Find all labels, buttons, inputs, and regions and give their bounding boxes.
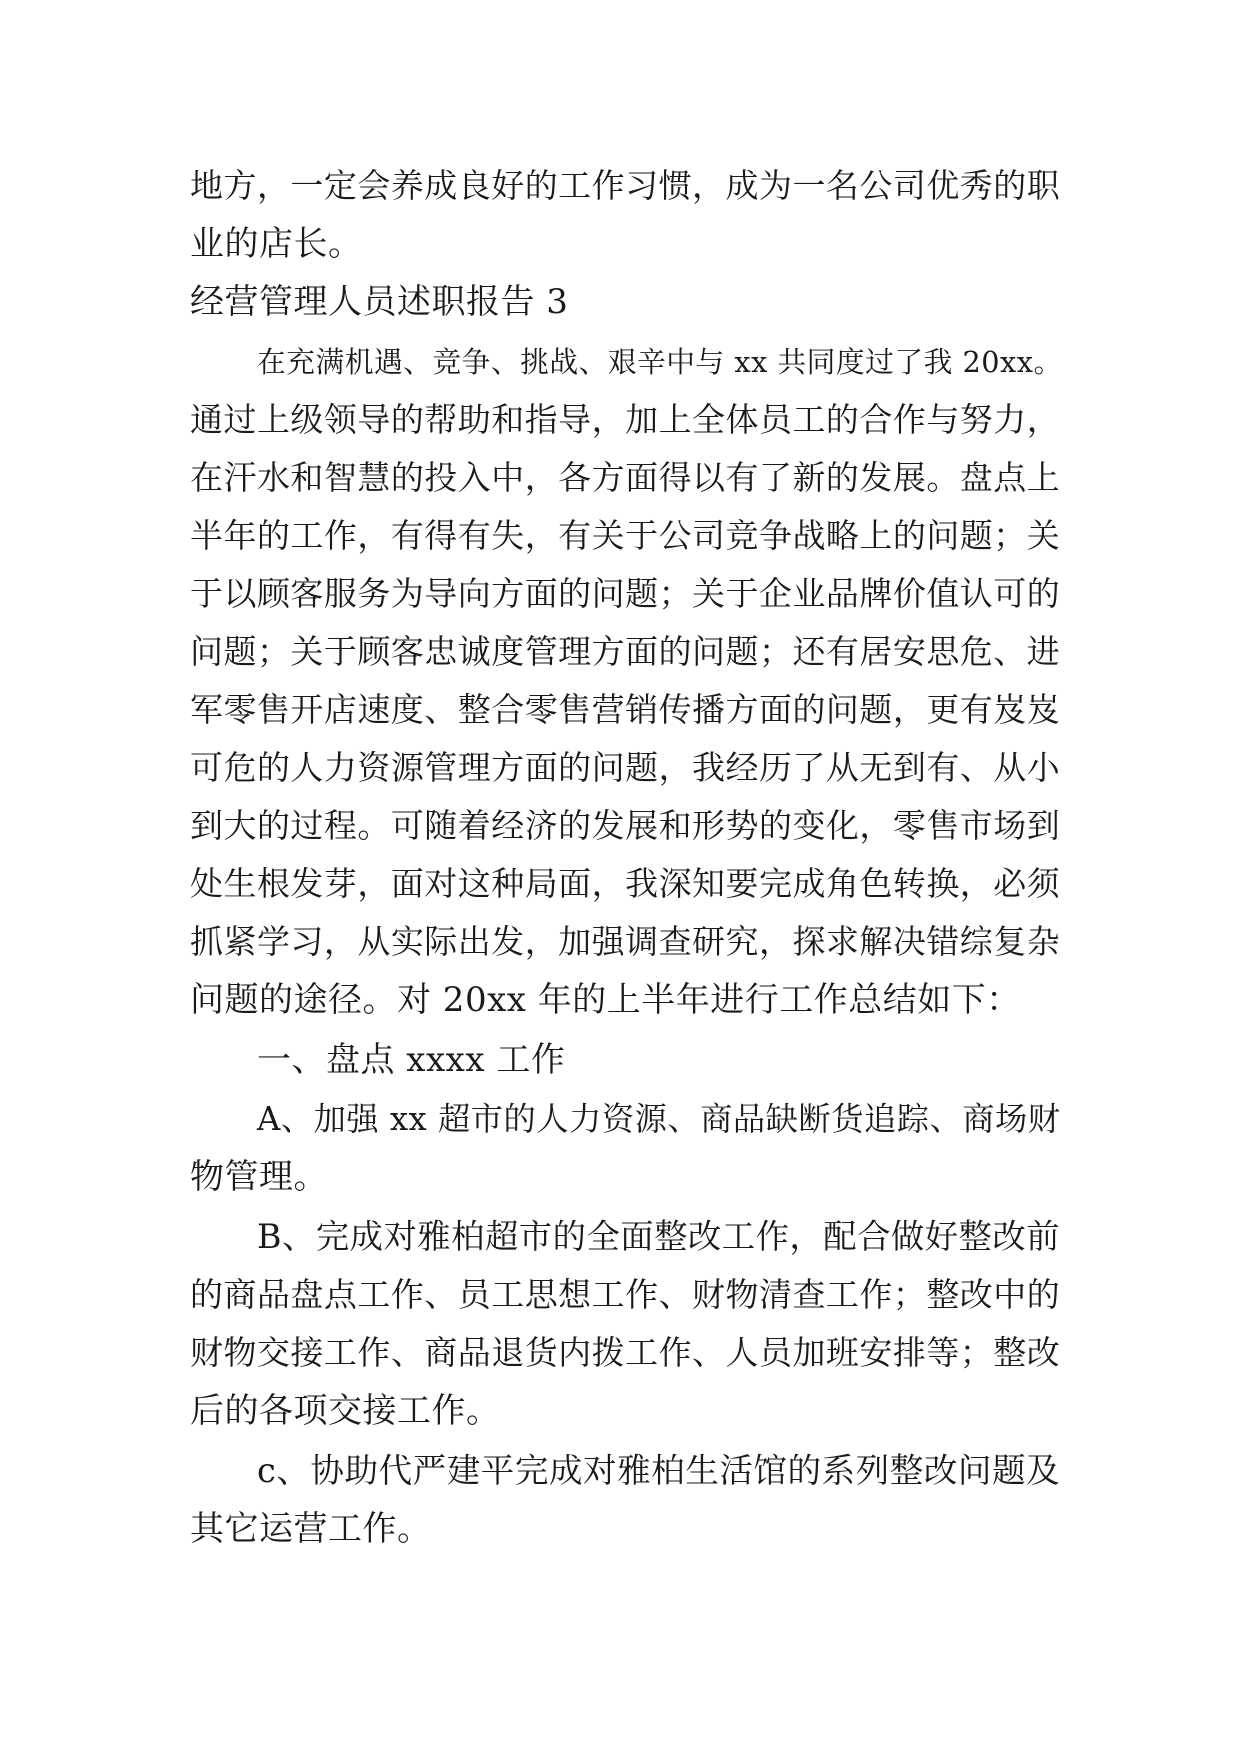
line-text: 问题的途径。对 20xx 年的上半年进行工作总结如下：	[190, 980, 1021, 1020]
text-line	[0, 1266, 1241, 1324]
line-text: 于以顾客服务为导向方面的问题；关于企业品牌价值认可的	[190, 574, 1061, 613]
line-text: 财物交接工作、商品退货内拨工作、人员加班安排等；整改	[190, 1333, 1061, 1372]
line-text: 军零售开店速度、整合零售营销传播方面的问题，更有岌岌	[190, 690, 1061, 729]
line-text: 物管理。	[190, 1157, 328, 1197]
text-line	[0, 1148, 1241, 1206]
line-text: 可危的人力资源管理方面的问题，我经历了从无到有、从小	[190, 748, 1061, 787]
text-line	[0, 1382, 1241, 1440]
text-line	[0, 971, 1241, 1029]
line-text: 抓紧学习，从实际出发，加强调查研究，探求解决错综复杂	[190, 922, 1061, 961]
line-text: 地方，一定会养成良好的工作习惯，成为一名公司优秀的职	[190, 166, 1061, 205]
line-text: A、加强 xx 超市的人力资源、商品缺断货追踪、商场财	[257, 1100, 1061, 1138]
section-heading	[0, 273, 1241, 331]
text-line	[0, 913, 1241, 971]
list-heading	[0, 1031, 1241, 1089]
text-line	[0, 1208, 1241, 1266]
text-line	[0, 391, 1241, 449]
text-line	[0, 681, 1241, 739]
line-text: 通过上级领导的帮助和指导，加上全体员工的合作与努力，	[190, 400, 1061, 439]
section-heading-text: 经营管理人员述职报告 3	[190, 282, 569, 322]
line-text: 的商品盘点工作、员工思想工作、财物清查工作；整改中的	[190, 1275, 1061, 1314]
line-text: 半年的工作，有得有失，有关于公司竞争战略上的问题；关	[190, 516, 1061, 555]
text-line	[0, 1500, 1241, 1558]
line-text: 在充满机遇、竞争、挑战、艰辛中与 xx 共同度过了我 20xx。	[257, 345, 1063, 379]
text-line	[0, 507, 1241, 565]
text-line	[0, 855, 1241, 913]
text-line	[0, 449, 1241, 507]
text-line	[0, 1090, 1241, 1148]
text-line	[0, 739, 1241, 797]
text-line	[0, 333, 1241, 391]
line-text: 到大的过程。可随着经济的发展和形势的变化，零售市场到	[190, 806, 1061, 845]
line-text: 后的各项交接工作。	[190, 1391, 501, 1431]
text-line	[0, 1324, 1241, 1382]
text-line	[0, 797, 1241, 855]
line-text: 问题；关于顾客忠诚度管理方面的问题；还有居安思危、进	[190, 632, 1061, 671]
line-text: 业的店长。	[190, 224, 363, 264]
line-text: 在汗水和智慧的投入中，各方面得以有了新的发展。盘点上	[190, 458, 1061, 497]
text-line	[0, 157, 1241, 215]
line-text: 处生根发芽，面对这种局面，我深知要完成角色转换，必须	[190, 864, 1061, 903]
text-line	[0, 1442, 1241, 1500]
text-line	[0, 565, 1241, 623]
text-line	[0, 623, 1241, 681]
list-heading-text: 一、盘点 xxxx 工作	[257, 1040, 566, 1080]
text-line	[0, 215, 1241, 273]
line-text: B、完成对雅柏超市的全面整改工作，配合做好整改前	[257, 1217, 1061, 1256]
line-text: c、协助代严建平完成对雅柏生活馆的系列整改问题及	[257, 1451, 1061, 1490]
line-text: 其它运营工作。	[190, 1509, 432, 1549]
